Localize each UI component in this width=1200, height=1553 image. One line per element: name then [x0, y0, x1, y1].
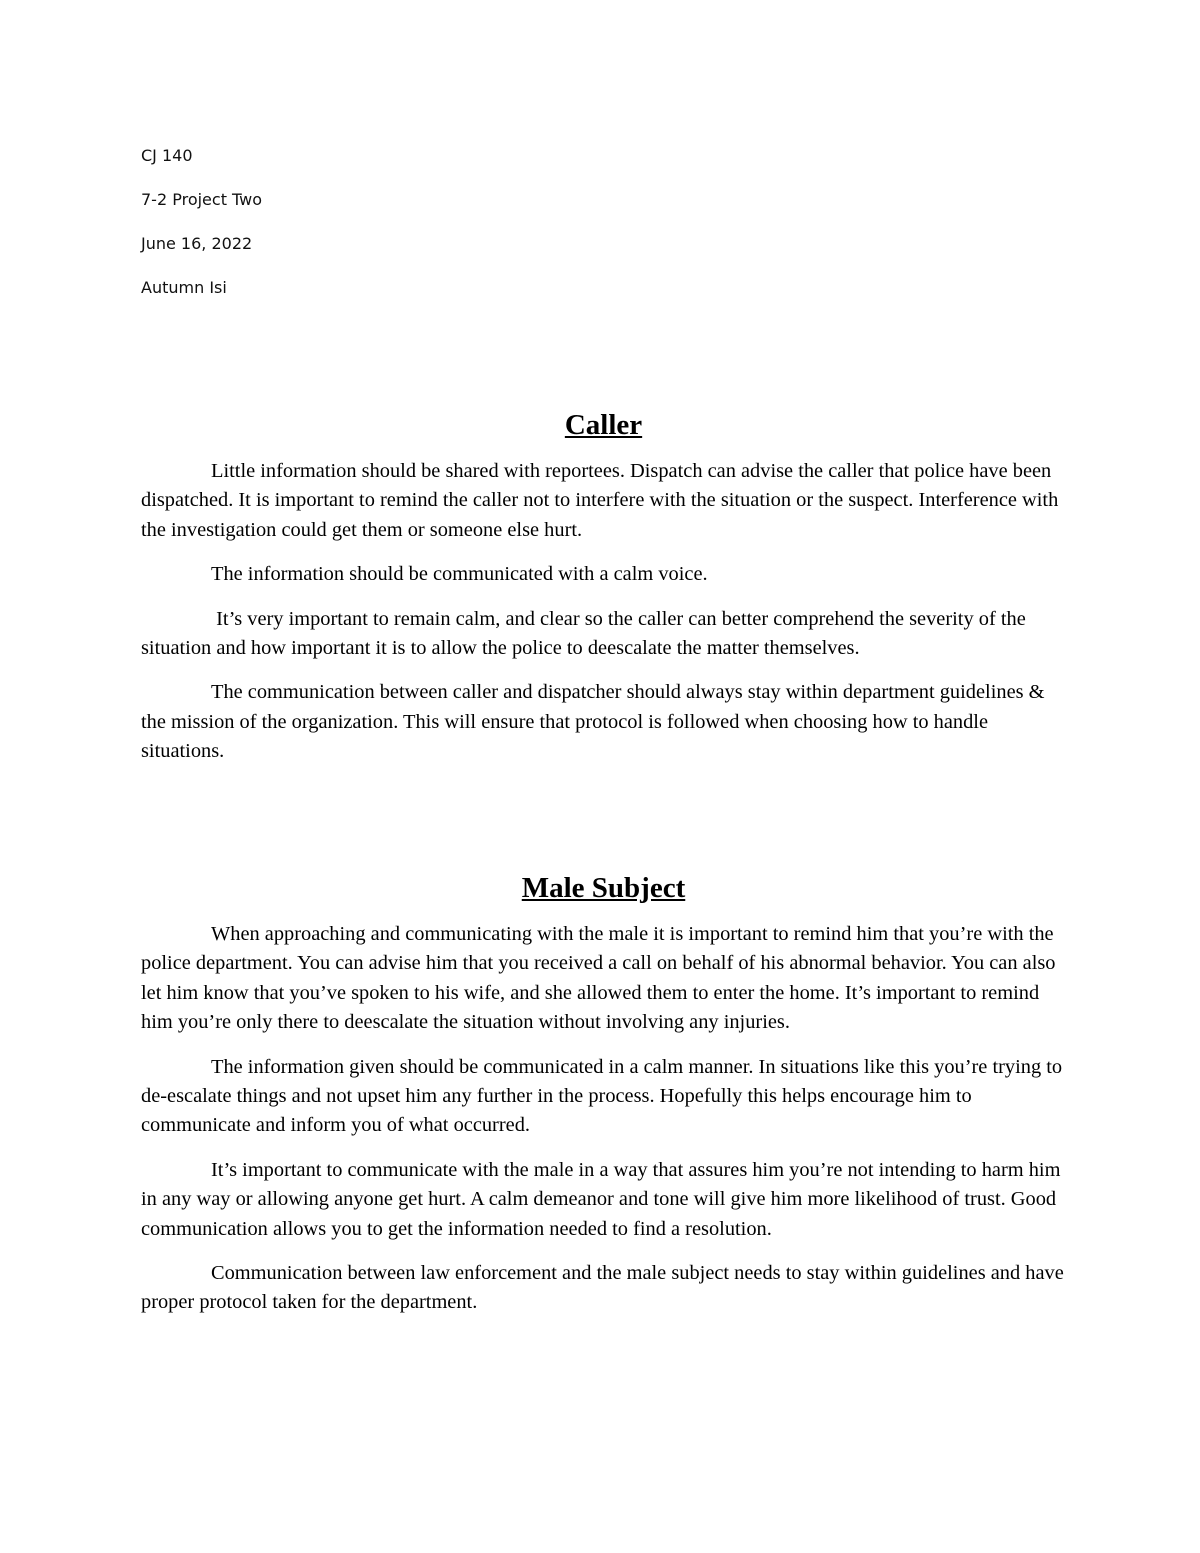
section-male-subject — [141, 871, 1066, 1333]
section-heading: Caller — [564, 409, 643, 441]
section-heading: Male Subject — [521, 872, 686, 904]
document-date: June 16, 2022 — [141, 234, 253, 253]
paragraph: It’s important to communicate with the male in a way that assures him you’re not intending to harm him in any way or allowing anyone get hurt. A calm demeanor and tone will give him more likelihood of trust. Good communication allows you to get the information needed to find a resolution. — [141, 1158, 1061, 1240]
paragraph: It’s very important to remain calm, and clear so the caller can better comprehend the severity of the situation and how important it is to allow the police to deescalate the matter themselves. — [141, 607, 1031, 660]
document-header — [141, 143, 262, 319]
course-code: CJ 140 — [141, 146, 193, 165]
paragraph: The information given should be communicated in a calm manner. In situations like this you’re trying to de-escalate things and not upset him any further in the process. Hopefully this helps encourage him to communicate and inform you of what occurred. — [141, 1055, 1063, 1137]
paragraph: Little information should be shared with reportees. Dispatch can advise the caller that police have been dispatched. It is important to remind the caller not to interfere with the situation or the suspect. Interference with the investigation could get them or someone else hurt. — [141, 460, 1059, 541]
paragraph: The information should be communicated with a calm voice. — [211, 563, 708, 586]
assignment-title: 7-2 Project Two — [141, 190, 263, 209]
paragraph: When approaching and communicating with the male it is important to remind him that you’re with the police department. You can advise him that you received a call on behalf of his abnormal behavior. You can also let him know that you’ve spoken to his wife, and she allowed them to enter the home. It’s important to remind him you’re only there to deescalate the situation without involving any injuries. — [141, 923, 1056, 1034]
paragraph: Communication between law enforcement and the male subject needs to stay within guidelines and have proper protocol taken for the department. — [141, 1262, 1064, 1314]
section-caller — [141, 408, 1066, 782]
author-name: Autumn Isi — [141, 278, 227, 297]
paragraph: The communication between caller and dispatcher should always stay within department guidelines & the mission of the organization. This will ensure that protocol is followed when choosing how to handle situations. — [141, 681, 1045, 763]
